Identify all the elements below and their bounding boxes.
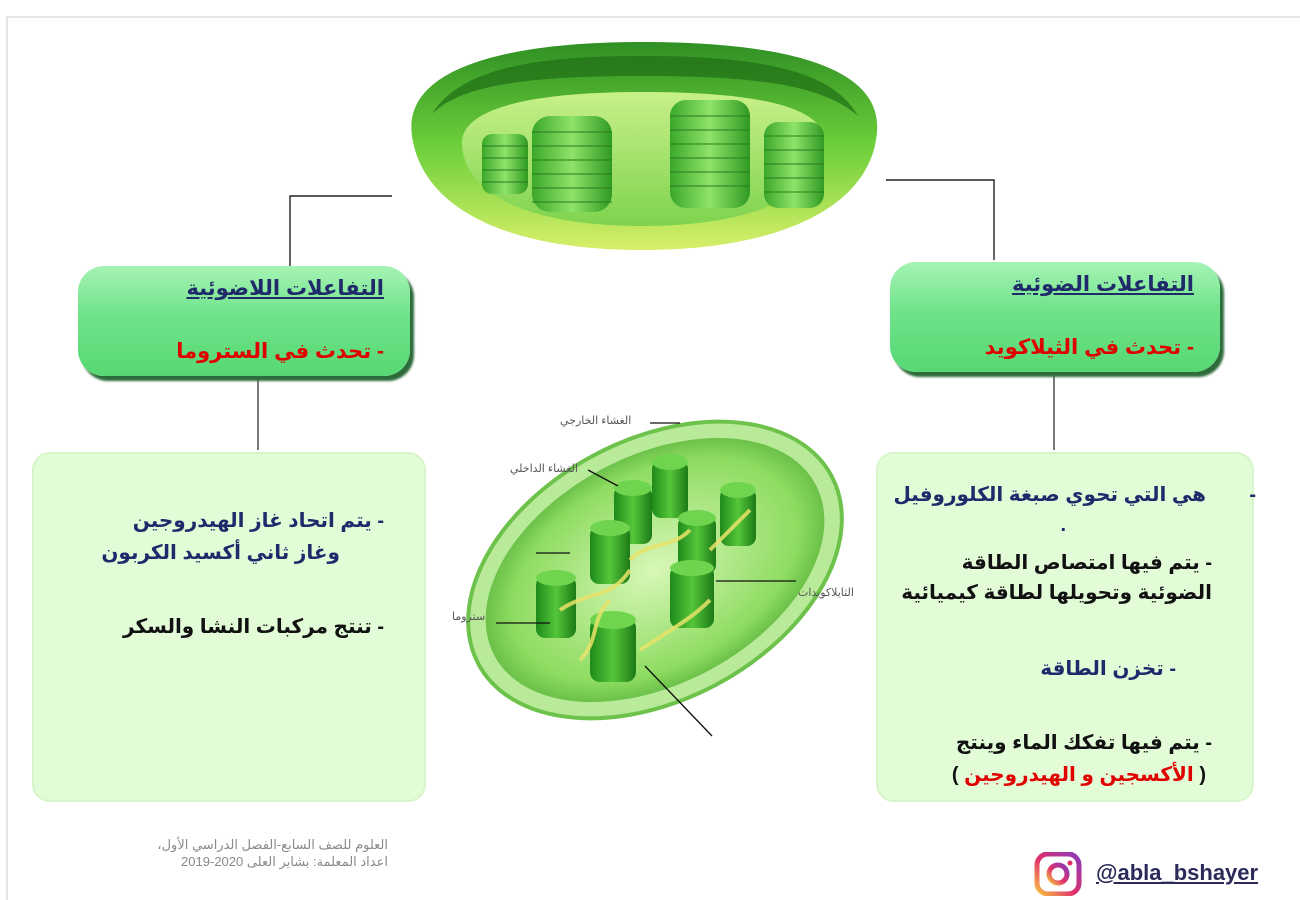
light-point-4-products: الأكسجين و الهيدروجين	[964, 764, 1194, 786]
light-point-4-line-1: - يتم فيها تفكك الماء وينتج	[955, 732, 1212, 754]
light-point-2-line-1: - يتم فيها امتصاص الطاقة	[961, 552, 1212, 574]
chloroplast-top-illustration	[392, 36, 886, 256]
light-point-1-dash: -	[1249, 484, 1256, 506]
instagram-icon	[1034, 852, 1082, 896]
footer-line-2: اعداد المعلمة: بشاير العلى 2020-2019	[181, 854, 388, 869]
instagram-handle[interactable]: @abla_bshayer	[1096, 860, 1259, 885]
light-reactions-location: - تحدث في الثيلاكويد	[984, 336, 1194, 359]
dark-point-1-line-1: - يتم اتحاد غاز الهيدروجين	[132, 510, 384, 532]
dark-reactions-box	[32, 452, 426, 802]
light-reactions-title: التفاعلات الضوئية	[1011, 273, 1194, 296]
granum-stack-right	[764, 122, 824, 208]
light-reactions-box	[876, 452, 1254, 802]
granum-stack-center-right	[670, 100, 750, 208]
label-thylakoids: الثايلاكويدات	[798, 587, 854, 599]
light-point-4-close-paren: )	[951, 764, 965, 786]
label-inner-membrane: الغشاء الداخلي	[510, 463, 578, 475]
dark-reactions-header	[78, 266, 410, 376]
light-point-4-line-2	[952, 760, 1206, 790]
light-point-1-dot: .	[1060, 514, 1066, 536]
light-point-3: - تخزن الطاقة	[1040, 658, 1176, 680]
dark-reactions-location: - تحدث في الستروما	[176, 340, 384, 363]
dark-point-2: - تنتج مركبات النشا والسكر	[123, 616, 384, 638]
light-point-4-open-paren: (	[1193, 764, 1206, 786]
chloroplast-labeled-diagram	[440, 360, 870, 780]
footer-line-1: العلوم للصف السابع-الفصل الدراسي الأول،	[157, 837, 388, 852]
granum-stack-left	[482, 134, 528, 194]
light-point-2-line-2: الضوئية وتحويلها لطاقة كيميائية	[901, 582, 1212, 604]
light-reactions-header	[890, 262, 1220, 372]
granum-stack-center-left	[532, 116, 612, 212]
light-point-1: هي التي تحوي صبغة الكلوروفيل	[893, 484, 1206, 506]
dark-reactions-title: التفاعلات اللاضوئية	[186, 277, 384, 300]
label-outer-membrane: الغشاء الخارجي	[560, 415, 632, 427]
label-stroma: ستروما	[452, 611, 486, 623]
dark-point-1-line-2: وغاز ثاني أكسيد الكربون	[101, 542, 340, 564]
footer-credit	[108, 836, 388, 870]
